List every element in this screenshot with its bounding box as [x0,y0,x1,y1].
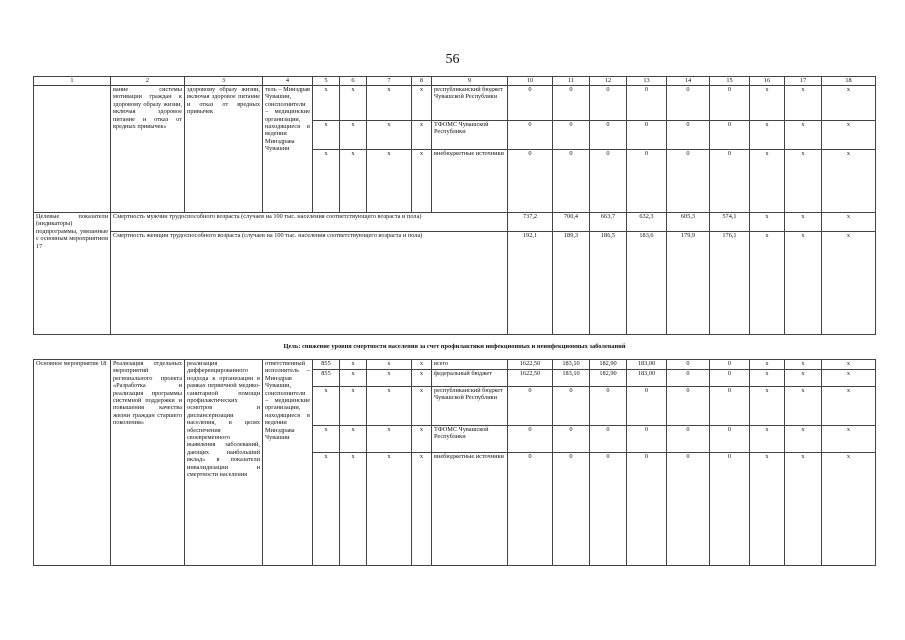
funding-source: ТФОМС Чувашской Республики [432,121,508,150]
main-event-label: Основное мероприятие 18 [34,360,111,566]
code-cell: х [340,86,367,121]
value-cell: 0 [667,86,710,121]
value-cell: 0 [667,360,710,370]
value-cell: 0 [627,150,667,213]
value-cell: 0 [553,150,590,213]
indicator-value: 574,1 [710,213,750,232]
value-cell: х [750,426,785,453]
value-cell: 0 [590,86,627,121]
value-cell: 0 [508,387,553,426]
value-cell: 0 [710,453,750,566]
value-cell: 0 [710,150,750,213]
value-cell: 0 [627,121,667,150]
column-number: 6 [340,77,367,86]
value-cell: х [785,387,822,426]
value-cell: 183,00 [627,370,667,387]
value-cell: 0 [508,426,553,453]
indicator-value: 186,5 [590,232,627,335]
code-cell: х [412,150,432,213]
value-cell: 0 [590,121,627,150]
value-cell: 183,00 [627,360,667,370]
code-cell: х [412,387,432,426]
value-cell: 0 [508,453,553,566]
code-cell: х [340,370,367,387]
expected-result: реализация дифференцированного подхода к организации в рамках первичной медико-санитарной помощи профилактических осмотров и диспансеризации населения, в целях обеспечения своевременного выявления заболеваний, дающих наибольший вклад» в показатели инвалидизации и смертности населения [185,360,263,566]
value-cell: х [822,150,876,213]
value-cell: 0 [667,387,710,426]
code-cell: х [313,121,340,150]
column-number: 9 [432,77,508,86]
code-cell: х [313,387,340,426]
code-cell: х [340,150,367,213]
value-cell: 0 [508,150,553,213]
indicator-value: х [822,232,876,335]
value-cell: х [785,121,822,150]
column-number: 18 [822,77,876,86]
indicator-value: 605,3 [667,213,710,232]
funding-source: всего [432,360,508,370]
indicator-value: х [750,213,785,232]
code-cell: х [367,86,412,121]
value-cell: 0 [667,150,710,213]
value-cell: х [785,86,822,121]
value-cell: 1622,50 [508,370,553,387]
code-cell: х [412,426,432,453]
value-cell: 182,90 [590,370,627,387]
value-cell: 0 [553,453,590,566]
column-number: 8 [412,77,432,86]
value-cell: 0 [553,86,590,121]
table-row [34,360,876,370]
value-cell: 0 [710,86,750,121]
header-row [34,77,876,86]
value-cell: х [822,370,876,387]
value-cell: х [750,370,785,387]
value-cell: х [822,426,876,453]
code-cell: х [367,370,412,387]
code-cell: х [412,121,432,150]
value-cell: 0 [627,426,667,453]
column-number: 12 [590,77,627,86]
value-cell: х [750,453,785,566]
column-number: 17 [785,77,822,86]
value-cell: 0 [667,121,710,150]
column-number: 11 [553,77,590,86]
code-cell: х [340,121,367,150]
indicator-value: х [785,213,822,232]
value-cell: 0 [710,387,750,426]
value-cell: х [750,150,785,213]
funding-source: республиканский бюджет Чувашской Республики [432,387,508,426]
indicator-value: 737,2 [508,213,553,232]
value-cell: х [750,121,785,150]
responsible-executor: тель – Минздрав Чувашии, соисполнители – медицинские организации, находящиеся в ведении Минздрава Чувашии [263,86,313,213]
column-number: 4 [263,77,313,86]
column-number: 7 [367,77,412,86]
event-name: Реализация отдельных мероприятий регионального проекта «Разработка и реализация программы системной поддержки и повышения качества жизни граждан старшего поколения» [111,360,185,566]
column-number: 2 [111,77,185,86]
value-cell: 0 [553,387,590,426]
value-cell: 1622,50 [508,360,553,370]
indicator-value: х [822,213,876,232]
page-number: 56 [445,52,460,67]
value-cell: 0 [627,86,667,121]
indicator-name: Смертность мужчин трудоспособного возраста (случаев на 100 тыс. населения соответствующего возраста и пола) [111,213,508,232]
code-cell: х [340,387,367,426]
value-cell: 0 [667,370,710,387]
table-row [34,86,876,121]
value-cell: х [750,387,785,426]
value-cell: 0 [667,426,710,453]
value-cell: х [785,360,822,370]
funding-source: республиканский бюджет Чувашской Республики [432,86,508,121]
code-cell: х [367,387,412,426]
indicator-value: 189,3 [553,232,590,335]
value-cell: 0 [710,370,750,387]
event-name: вание системы мотивации граждан к здоровому образу жизни, включая здоровое питание и отказ от вредных привычек» [111,86,185,213]
expected-result: здоровому образу жизни, включая здоровое питание и отказ от вредных привычек [185,86,263,213]
goal-row [34,335,876,360]
code-cell: х [367,453,412,566]
value-cell: 183,10 [553,360,590,370]
value-cell: 0 [590,453,627,566]
value-cell: х [822,453,876,566]
value-cell: х [785,426,822,453]
value-cell: х [785,150,822,213]
column-number: 10 [508,77,553,86]
code-cell: х [412,453,432,566]
value-cell: 0 [553,426,590,453]
value-cell: 0 [627,453,667,566]
indicator-value: 700,4 [553,213,590,232]
column-number: 5 [313,77,340,86]
value-cell: 0 [508,86,553,121]
funding-source: федеральный бюджет [432,370,508,387]
column-number: 3 [185,77,263,86]
value-cell: х [822,387,876,426]
column-number: 14 [667,77,710,86]
code-cell: 855 [313,360,340,370]
indicator-name: Смертность женщин трудоспособного возраста (случаев на 100 тыс. населения соответствующего возраста и пола) [111,232,508,335]
target-row [34,213,876,232]
value-cell: 0 [710,360,750,370]
code-cell: х [313,86,340,121]
code-cell: х [340,426,367,453]
value-cell: х [822,86,876,121]
indicator-value: 176,1 [710,232,750,335]
indicator-value: 183,6 [627,232,667,335]
value-cell: х [750,360,785,370]
value-cell: х [822,121,876,150]
indicator-value: 179,9 [667,232,710,335]
code-cell: х [313,426,340,453]
target-row [34,232,876,335]
targets-label: Целевые показатели (индикаторы) подпрограммы, увязанные с основным мероприятием 17 [34,213,111,335]
value-cell: 0 [710,121,750,150]
code-cell: х [367,121,412,150]
value-cell: 0 [710,426,750,453]
code-cell: х [367,426,412,453]
responsible-executor: ответственный исполнитель – Минздрав Чувашии, соисполнители – медицинские организации, находящиеся в ведении Минздрава Чувашии [263,360,313,566]
indicator-value: 192,1 [508,232,553,335]
value-cell: 183,10 [553,370,590,387]
column-number: 16 [750,77,785,86]
value-cell: х [822,360,876,370]
code-cell: х [367,150,412,213]
indicator-value: 663,7 [590,213,627,232]
code-cell: 855 [313,370,340,387]
value-cell: х [785,370,822,387]
code-cell: х [367,360,412,370]
funding-source: внебюджетные источники [432,150,508,213]
code-cell: х [340,453,367,566]
budget-table [33,76,876,566]
code-cell: х [313,453,340,566]
cell-col1 [34,86,111,213]
value-cell: 0 [667,453,710,566]
goal-heading: Цель: снижение уровня смертности населения за счет профилактики инфекционных и неинфекционных заболеваний [34,335,876,360]
code-cell: х [412,370,432,387]
value-cell: х [750,86,785,121]
column-number: 15 [710,77,750,86]
code-cell: х [412,360,432,370]
column-number: 1 [34,77,111,86]
value-cell: 0 [553,121,590,150]
value-cell: 0 [590,426,627,453]
value-cell: 182,90 [590,360,627,370]
value-cell: 0 [508,121,553,150]
value-cell: х [785,453,822,566]
code-cell: х [340,360,367,370]
code-cell: х [412,86,432,121]
indicator-value: х [785,232,822,335]
funding-source: внебюджетные источники [432,453,508,566]
value-cell: 0 [627,387,667,426]
column-number: 13 [627,77,667,86]
funding-source: ТФОМС Чувашской Республики [432,426,508,453]
code-cell: х [313,150,340,213]
indicator-value: х [750,232,785,335]
indicator-value: 632,3 [627,213,667,232]
value-cell: 0 [590,387,627,426]
value-cell: 0 [590,150,627,213]
